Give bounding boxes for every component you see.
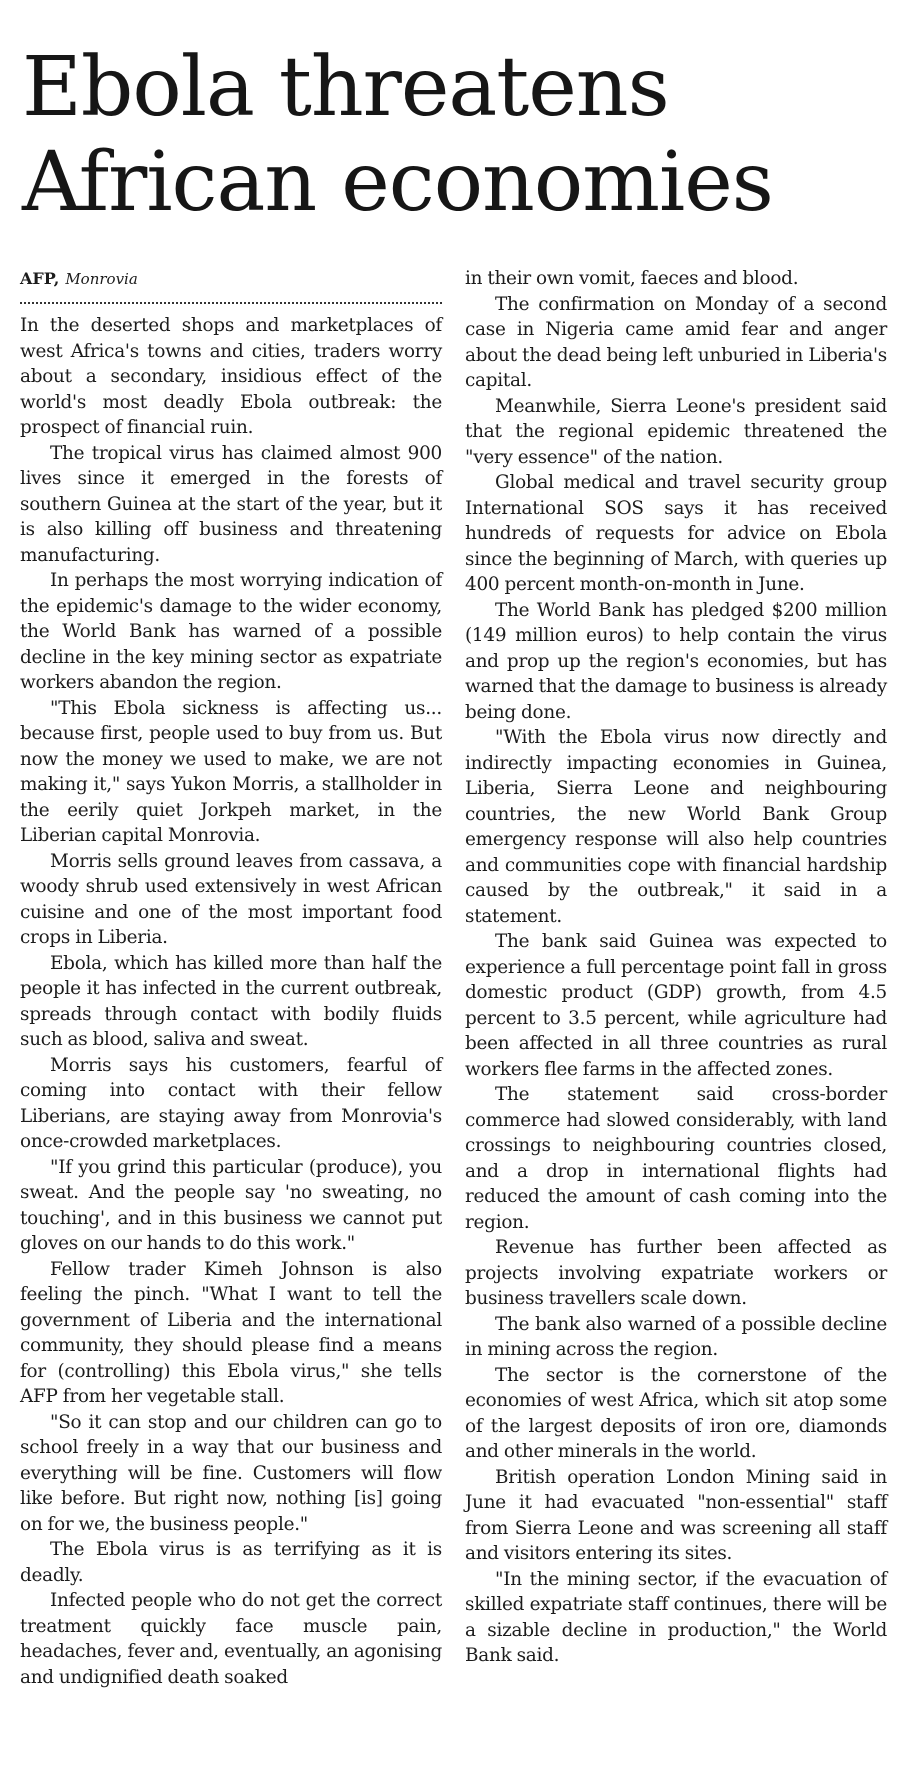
headline-line-2: African economies <box>22 135 773 230</box>
paragraph: In perhaps the most worrying indication of the epidemic's damage to the wider economy, the World Bank has warned of a possible decline in the key mining sector as expatriate workers abandon the region. <box>20 570 442 693</box>
paragraph: British operation London Mining said in June it had evacuated "non-essential" staff from Sierra Leone and was screening all staff and visitors entering its sites. <box>465 1466 887 1564</box>
paragraph: Infected people who do not get the correct treatment quickly face muscle pain, headaches, fever and, eventually, an agonising and undignified death soaked <box>20 1590 442 1688</box>
paragraph: The bank said Guinea was expected to experience a full percentage point fall in gross domestic product (GDP) growth, from 4.5 percent to 3.5 percent, while agriculture had been affected in all three countries as rural workers flee farms in the affected zones. <box>465 931 887 1080</box>
dotted-rule <box>20 294 442 304</box>
paragraph: "This Ebola sickness is affecting us... because first, people used to buy from us. But now the money we used to make, we are not making it," says Yukon Morris, a stallholder in the eerily quiet Jorkpeh market, in the Liberian capital Monrovia. <box>20 697 442 846</box>
paragraph: Morris says his customers, fearful of coming into contact with their fellow Liberians, are staying away from Monrovia's once-crowded marketplaces. <box>20 1054 442 1152</box>
paragraph: The World Bank has pledged $200 million (149 million euros) to help contain the virus and prop up the region's economies, but has warned that the damage to business is already being done. <box>465 599 887 723</box>
headline-line-1: Ebola threatens <box>22 40 669 135</box>
right-column <box>465 266 887 1669</box>
paragraph: Meanwhile, Sierra Leone's president said that the regional epidemic threatened the "very essence" of the nation. <box>465 395 887 468</box>
paragraph: Revenue has further been affected as projects involving expatriate workers or business travellers scale down. <box>465 1237 887 1309</box>
paragraph: Ebola, which has killed more than half the people it has infected in the current outbreak, spreads through contact with bodily fluids such as blood, saliva and sweat. <box>20 952 442 1050</box>
headline <box>22 40 892 230</box>
paragraph: The tropical virus has claimed almost 900 lives since it emerged in the forests of southern Guinea at the start of the year, but it is also killing off business and threatening manufacturing. <box>20 442 442 566</box>
paragraph: The confirmation on Monday of a second case in Nigeria came amid fear and anger about the dead being left unburied in Liberia's capital. <box>465 293 887 391</box>
paragraph-continuation: in their own vomit, faeces and blood. <box>465 268 799 289</box>
paragraph: Fellow trader Kimeh Johnson is also feeling the pinch. "What I want to tell the government of Liberia and the international community, they should please find a means for (controlling) this Ebola virus," she tells AFP from her vegetable stall. <box>20 1258 442 1407</box>
paragraph: In the deserted shops and marketplaces of west Africa's towns and cities, traders worry about a secondary, insidious effect of the world's most deadly Ebola outbreak: the prospect of financial ruin. <box>20 315 442 438</box>
paragraph: "If you grind this particular (produce), you sweat. And the people say 'no sweating, no touching', and in this business we cannot put gloves on our hands to do this work." <box>20 1156 442 1254</box>
paragraph: "In the mining sector, if the evacuation of skilled expatriate staff continues, there will be a sizable decline in production," the World Bank said. <box>465 1568 887 1666</box>
paragraph: The statement said cross-border commerce had slowed considerably, with land crossings to neighbouring countries closed, and a drop in international flights had reduced the amount of cash coming into the region. <box>465 1084 887 1233</box>
byline <box>20 268 442 290</box>
paragraph: The Ebola virus is as terrifying as it is deadly. <box>20 1539 442 1586</box>
paragraph: "So it can stop and our children can go to school freely in a way that our business and everything will be fine. Customers will flow like before. But right now, nothing [is] going on for we, the business people." <box>20 1411 442 1535</box>
paragraph: "With the Ebola virus now directly and indirectly impacting economies in Guinea, Liberia, Sierra Leone and neighbouring countries, the new World Bank Group emergency response will also help countries and communities cope with financial hardship caused by the outbreak," it said in a statement. <box>465 727 887 927</box>
paragraph: The sector is the cornerstone of the economies of west Africa, which sit atop some of the largest deposits of iron ore, diamonds and other minerals in the world. <box>465 1364 887 1462</box>
paragraph: The bank also warned of a possible decline in mining across the region. <box>465 1313 887 1360</box>
byline-agency: AFP, <box>20 269 60 288</box>
paragraph: Global medical and travel security group International SOS says it has received hundreds of requests for advice on Ebola since the beginning of March, with queries up 400 percent month-on-month in June. <box>465 472 887 595</box>
byline-place: Monrovia <box>65 270 138 288</box>
left-column <box>20 268 442 1690</box>
paragraph: Morris sells ground leaves from cassava, a woody shrub used extensively in west African cuisine and one of the most important food crops in Liberia. <box>20 850 442 948</box>
